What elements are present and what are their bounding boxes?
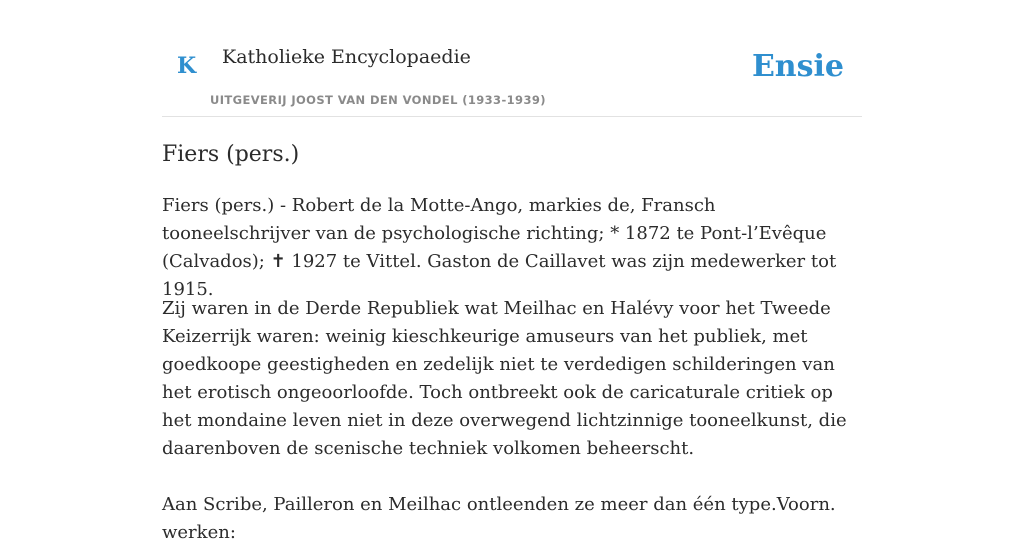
article-paragraph-2: Zij waren in de Derde Republiek wat Meilhac en Halévy voor het Tweede Keizerrijk waren: weinig kieschkeurige amuseurs van het publiek, met goedkoope geestigheden en zedelijk niet te verdedigen schilderingen van het erotisch ongeoorloofde. Toch ontbreekt ook de caricaturale critiek op het mondaine leven niet in deze overwegend lichtzinnige tooneelkunst, die daarenboven de scenische techniek volkomen beheerscht. bbox=[162, 298, 847, 459]
article-paragraph-3: Aan Scribe, Pailleron en Meilhac ontleenden ze meer dan één type.Voorn. werken: bbox=[162, 494, 836, 543]
site-header bbox=[162, 0, 862, 117]
ensie-brand-link[interactable]: Ensie bbox=[751, 49, 844, 84]
article-title: Fiers (pers.) bbox=[162, 142, 300, 167]
site-title[interactable]: Katholieke Encyclopaedie bbox=[222, 46, 471, 68]
publisher-subtitle: UITGEVERIJ JOOST VAN DEN VONDEL (1933-1939) bbox=[210, 93, 546, 107]
article-paragraph-1: Fiers (pers.) - Robert de la Motte-Ango, markies de, Fransch tooneelschrijver van de psychologische richting; * 1872 te Pont-l’Evêque (Calvados); ✝ 1927 te Vittel. Gaston de Caillavet was zijn medewerker tot 1915. bbox=[162, 195, 837, 300]
article bbox=[162, 140, 862, 543]
logo-k-icon[interactable]: K bbox=[177, 53, 197, 79]
